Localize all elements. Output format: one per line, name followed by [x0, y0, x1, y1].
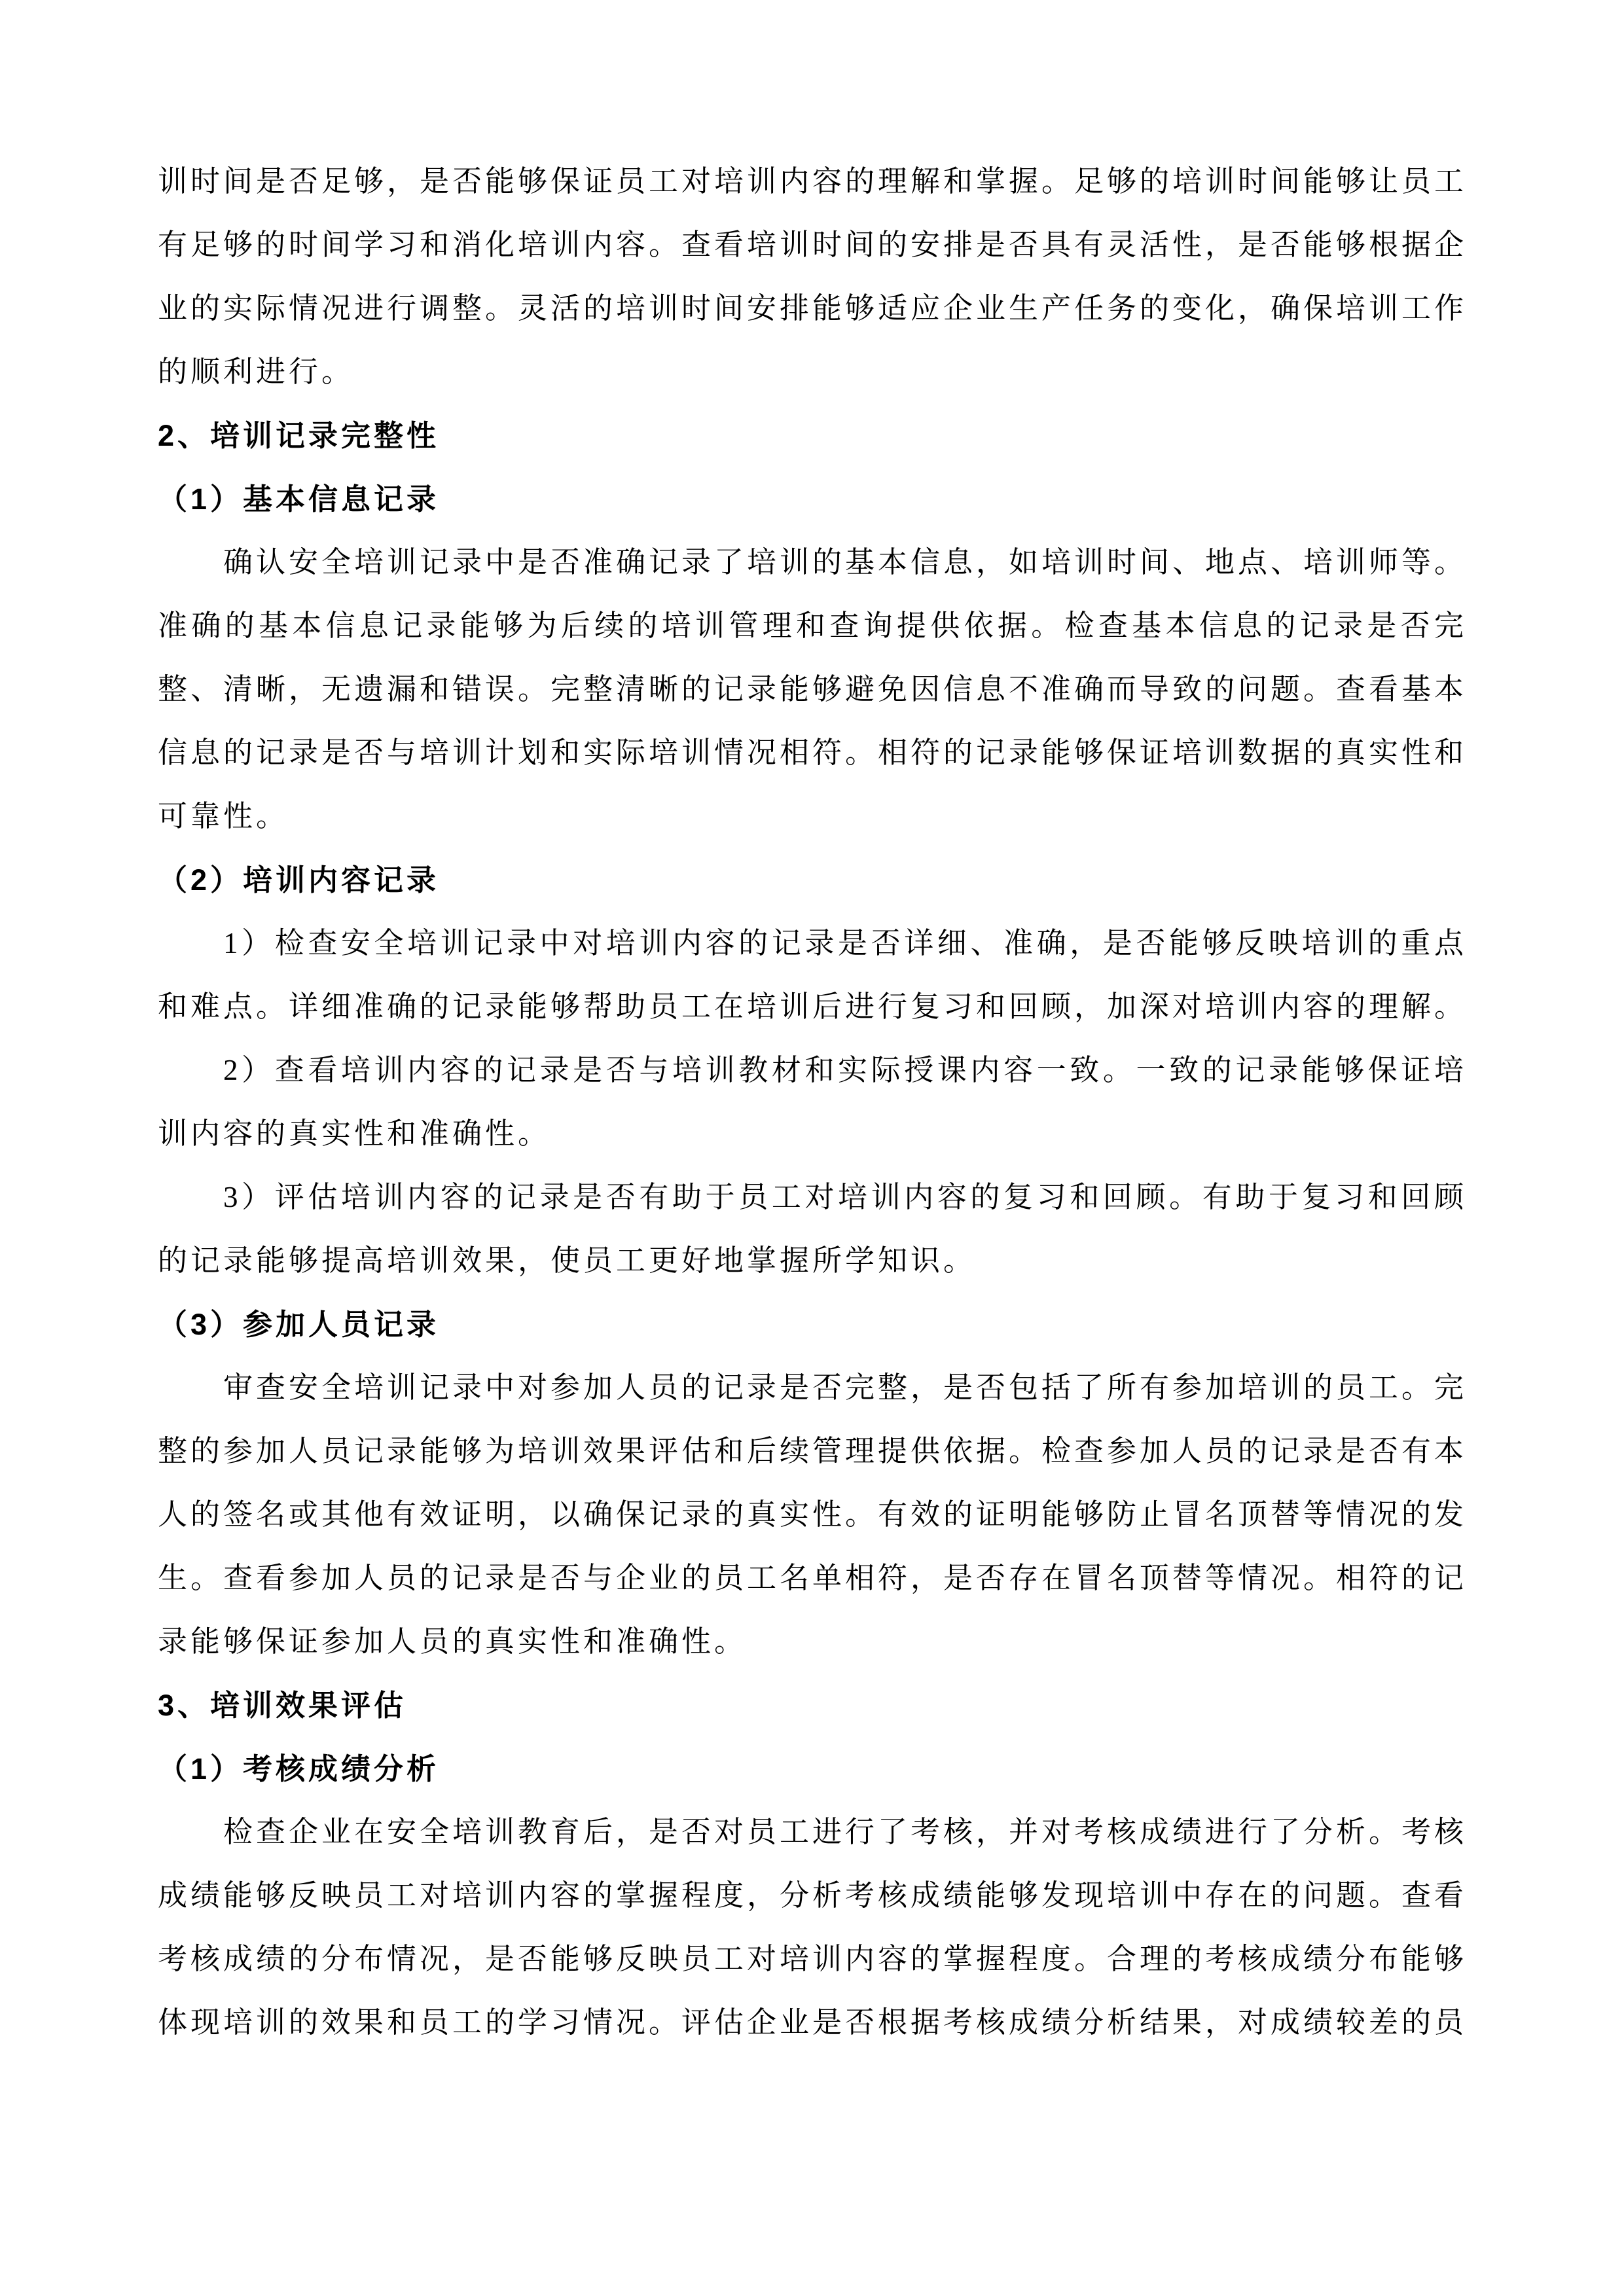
subsection-heading-2-3: （3）参加人员记录: [158, 1308, 440, 1341]
section-heading-2: 2、培训记录完整性: [158, 419, 440, 452]
body-paragraph: 检查企业在安全培训教育后，是否对员工进行了考核，并对考核成绩进行了分析。考核成绩能够反映员工对培训内容的掌握程度，分析考核成绩能够发现培训中存在的问题。查看考核成绩的分布情况，是否能够反映员工对培训内容的掌握程度。合理的考核成绩分布能够体现培训的效果和员工的学习情况。评估企业是否根据考核成绩分析结果，对成绩较差的员: [158, 1816, 1468, 2039]
section-heading-3: 3、培训效果评估: [158, 1689, 407, 1722]
body-paragraph: 审查安全培训记录中对参加人员的记录是否完整，是否包括了所有参加培训的员工。完整的参加人员记录能够为培训效果评估和后续管理提供依据。检查参加人员的记录是否有本人的签名或其他有效证明，以确保记录的真实性。有效的证明能够防止冒名顶替等情况的发生。查看参加人员的记录是否与企业的员工名单相符，是否存在冒名顶替等情况。相符的记录能够保证参加人员的真实性和准确性。: [158, 1371, 1468, 1658]
body-paragraph: 确认安全培训记录中是否准确记录了培训的基本信息，如培训时间、地点、培训师等。准确的基本信息记录能够为后续的培训管理和查询提供依据。检查基本信息的记录是否完整、清晰，无遗漏和错误。完整清晰的记录能够避免因信息不准确而导致的问题。查看基本信息的记录是否与培训计划和实际培训情况相符。相符的记录能够保证培训数据的真实性和可靠性。: [158, 546, 1468, 833]
subsection-heading-3-1: （1）考核成绩分析: [158, 1752, 440, 1785]
subsection-heading-2-1: （1）基本信息记录: [158, 482, 440, 516]
body-paragraph: 3）评估培训内容的记录是否有助于员工对培训内容的复习和回顾。有助于复习和回顾的记录能够提高培训效果，使员工更好地掌握所学知识。: [158, 1181, 1467, 1277]
subsection-heading-2-2: （2）培训内容记录: [158, 863, 440, 897]
body-paragraph: 2）查看培训内容的记录是否与培训教材和实际授课内容一致。一致的记录能够保证培训内容的真实性和准确性。: [158, 1054, 1467, 1150]
body-paragraph-continuation: 训时间是否足够，是否能够保证员工对培训内容的理解和掌握。足够的培训时间能够让员工有足够的时间学习和消化培训内容。查看培训时间的安排是否具有灵活性，是否能够根据企业的实际情况进行调整。灵活的培训时间安排能够适应企业生产任务的变化，确保培训工作的顺利进行。: [158, 165, 1468, 388]
body-paragraph: 1）检查安全培训记录中对培训内容的记录是否详细、准确，是否能够反映培训的重点和难点。详细准确的记录能够帮助员工在培训后进行复习和回顾，加深对培训内容的理解。: [158, 927, 1468, 1023]
document-content: [158, 150, 1467, 2054]
